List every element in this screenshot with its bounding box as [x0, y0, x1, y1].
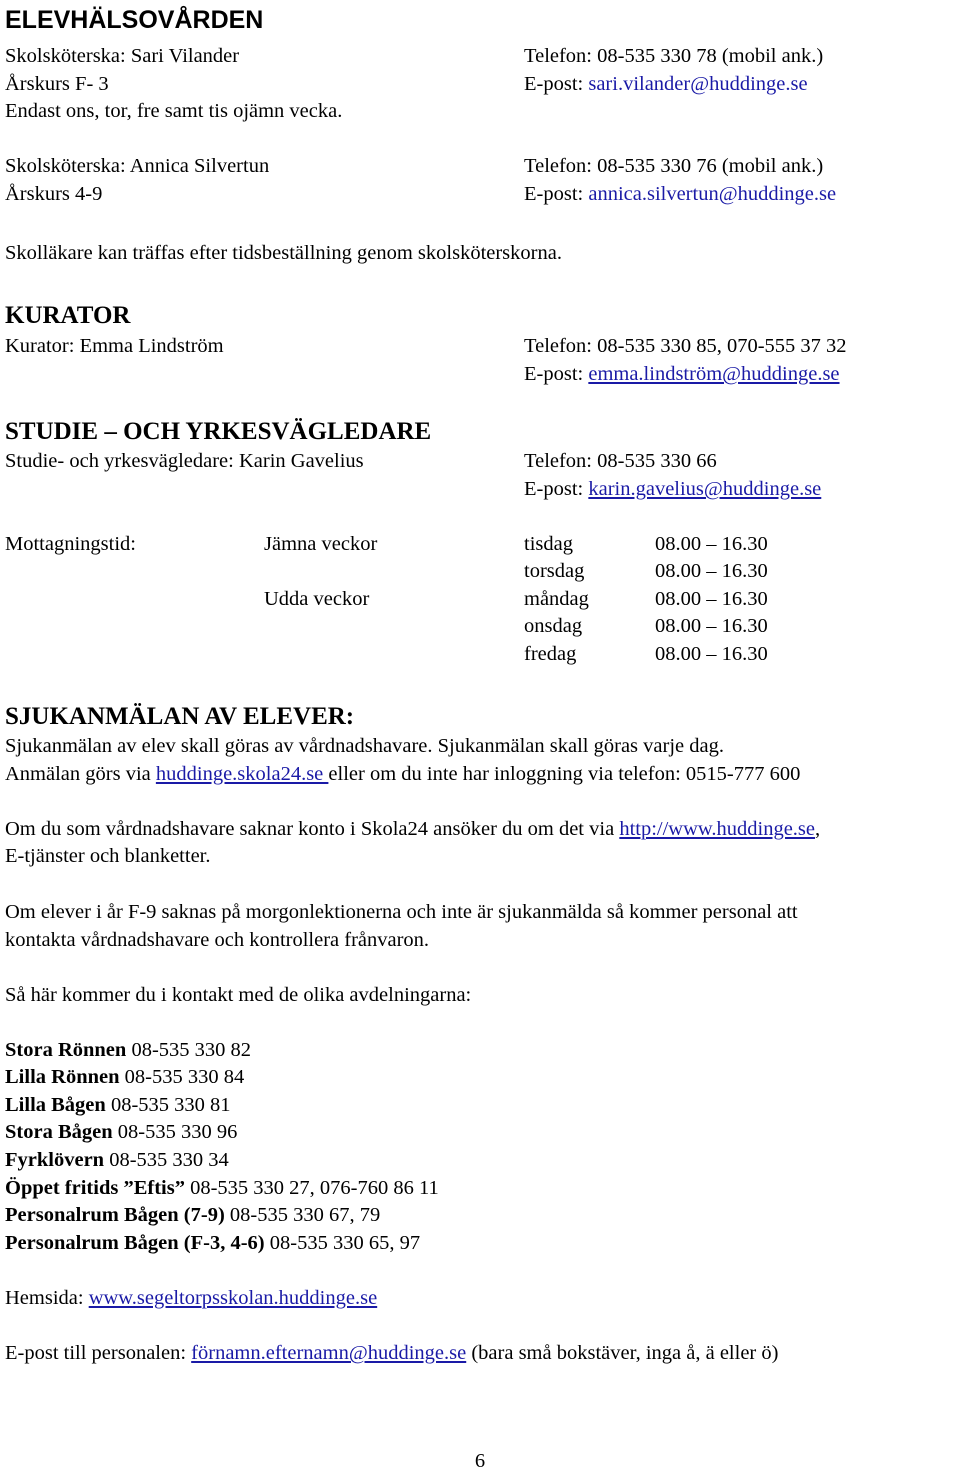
account-paragraph-line1	[5, 819, 820, 840]
section-heading-sjukanmalan: SJUKANMÄLAN AV ELEVER:	[5, 703, 355, 730]
kurator-name: Kurator: Emma Lindström	[5, 335, 224, 357]
nurse1-name: Skolsköterska: Sari Vilander	[5, 45, 240, 67]
department-row	[5, 1205, 380, 1226]
nurse1-days: Endast ons, tor, fre samt tis ojämn vecka.	[5, 100, 343, 122]
section-heading-syv: STUDIE – OCH YRKESVÄGLEDARE	[5, 418, 432, 445]
department-phone: 08-535 330 65, 97	[264, 1232, 421, 1254]
schedule-day: fredag	[524, 643, 577, 665]
schedule-day: tisdag	[524, 533, 573, 555]
department-phone: 08-535 330 82	[126, 1039, 252, 1061]
department-name: Öppet fritids ”Eftis”	[5, 1177, 185, 1199]
skola24-link[interactable]: huddinge.skola24.se	[155, 763, 329, 785]
department-name: Personalrum Bågen (7-9)	[5, 1204, 225, 1226]
syv-email-line	[524, 479, 821, 500]
kurator-email-link[interactable]: emma.lindström@huddinge.se	[588, 363, 840, 385]
nurse2-name: Skolsköterska: Annica Silvertun	[5, 155, 270, 177]
staff-email-note: (bara små bokstäver, inga å, ä eller ö)	[466, 1342, 779, 1364]
absence-paragraph-line1: Om elever i år F-9 saknas på morgonlektionerna och inte är sjukanmälda så kommer personal att	[5, 901, 798, 923]
department-name: Stora Bågen	[5, 1121, 113, 1143]
para2-prefix: Om du som vårdnadshavare saknar konto i Skola24 ansöker du om det via	[5, 818, 620, 840]
department-phone: 08-535 330 96	[112, 1121, 238, 1143]
sjukanmalan-line2	[5, 764, 800, 785]
syv-name: Studie- och yrkesvägledare: Karin Gavelius	[5, 450, 364, 472]
department-phone: 08-535 330 67, 79	[224, 1204, 381, 1226]
line2-suffix: eller om du inte har inloggning via telefon: 0515-777 600	[328, 763, 801, 785]
reception-label: Mottagningstid:	[5, 533, 136, 555]
department-name: Personalrum Bågen (F-3, 4-6)	[5, 1232, 265, 1254]
email-label: E-post:	[524, 183, 589, 205]
absence-paragraph-line2: kontakta vårdnadshavare och kontrollera frånvaron.	[5, 929, 430, 951]
page-number: 6	[474, 1450, 486, 1472]
nurse1-email-line	[524, 74, 808, 95]
schedule-week: Udda veckor	[264, 588, 370, 610]
huddinge-link[interactable]: http://www.huddinge.se	[619, 818, 815, 840]
staff-email-line	[5, 1343, 778, 1364]
para2-suffix: ,	[815, 818, 821, 840]
department-name: Lilla Rönnen	[5, 1066, 120, 1088]
syv-email-link[interactable]: karin.gavelius@huddinge.se	[588, 478, 822, 500]
email-label: E-post:	[524, 73, 589, 95]
department-phone: 08-535 330 84	[119, 1066, 245, 1088]
department-phone: 08-535 330 34	[104, 1149, 229, 1171]
schedule-time: 08.00 – 16.30	[655, 588, 768, 610]
kurator-phone: Telefon: 08-535 330 85, 070-555 37 32	[524, 335, 847, 357]
department-row	[5, 1095, 231, 1116]
department-name: Stora Rönnen	[5, 1039, 127, 1061]
nurse1-email-link[interactable]: sari.vilander@huddinge.se	[588, 73, 808, 95]
nurse1-phone: Telefon: 08-535 330 78 (mobil ank.)	[524, 45, 824, 67]
department-phone: 08-535 330 81	[105, 1094, 231, 1116]
department-row	[5, 1178, 439, 1199]
department-row	[5, 1233, 420, 1254]
department-row	[5, 1122, 237, 1143]
department-name: Lilla Bågen	[5, 1094, 106, 1116]
website-label: Hemsida:	[5, 1287, 89, 1309]
section-heading-kurator: KURATOR	[5, 302, 131, 329]
schedule-week: Jämna veckor	[264, 533, 378, 555]
schedule-time: 08.00 – 16.30	[655, 643, 768, 665]
website-line	[5, 1288, 377, 1309]
department-phone: 08-535 330 27, 076-760 86 11	[184, 1177, 439, 1199]
line2-prefix: Anmälan görs via	[5, 763, 156, 785]
nurse2-phone: Telefon: 08-535 330 76 (mobil ank.)	[524, 155, 824, 177]
nurse2-email-line	[524, 184, 836, 205]
kurator-email-line	[524, 364, 840, 385]
schedule-day: torsdag	[524, 560, 585, 582]
sjukanmalan-line1: Sjukanmälan av elev skall göras av vårdnadshavare. Sjukanmälan skall göras varje dag.	[5, 735, 724, 757]
schedule-day: onsdag	[524, 615, 583, 637]
email-label: E-post:	[524, 363, 589, 385]
account-paragraph-line2: E-tjänster och blanketter.	[5, 845, 211, 867]
department-row	[5, 1040, 251, 1061]
nurse2-email-link[interactable]: annica.silvertun@huddinge.se	[588, 183, 837, 205]
nurse1-grades: Årskurs F- 3	[5, 73, 109, 95]
schedule-time: 08.00 – 16.30	[655, 533, 768, 555]
department-row	[5, 1067, 244, 1088]
schedule-time: 08.00 – 16.30	[655, 615, 768, 637]
section-heading-elevhalsovarden: ELEVHÄLSOVÅRDEN	[5, 6, 264, 34]
syv-phone: Telefon: 08-535 330 66	[524, 450, 717, 472]
email-label: E-post:	[524, 478, 589, 500]
department-row	[5, 1150, 229, 1171]
schedule-day: måndag	[524, 588, 589, 610]
staff-email-label: E-post till personalen:	[5, 1342, 192, 1364]
contact-intro: Så här kommer du i kontakt med de olika avdelningarna:	[5, 984, 472, 1006]
doctor-note: Skolläkare kan träffas efter tidsbeställning genom skolsköterskorna.	[5, 242, 562, 264]
website-link[interactable]: www.segeltorpsskolan.huddinge.se	[88, 1287, 378, 1309]
staff-email-link[interactable]: förnamn.efternamn@huddinge.se	[191, 1342, 467, 1364]
nurse2-grades: Årskurs 4-9	[5, 183, 103, 205]
department-name: Fyrklövern	[5, 1149, 105, 1171]
schedule-time: 08.00 – 16.30	[655, 560, 768, 582]
